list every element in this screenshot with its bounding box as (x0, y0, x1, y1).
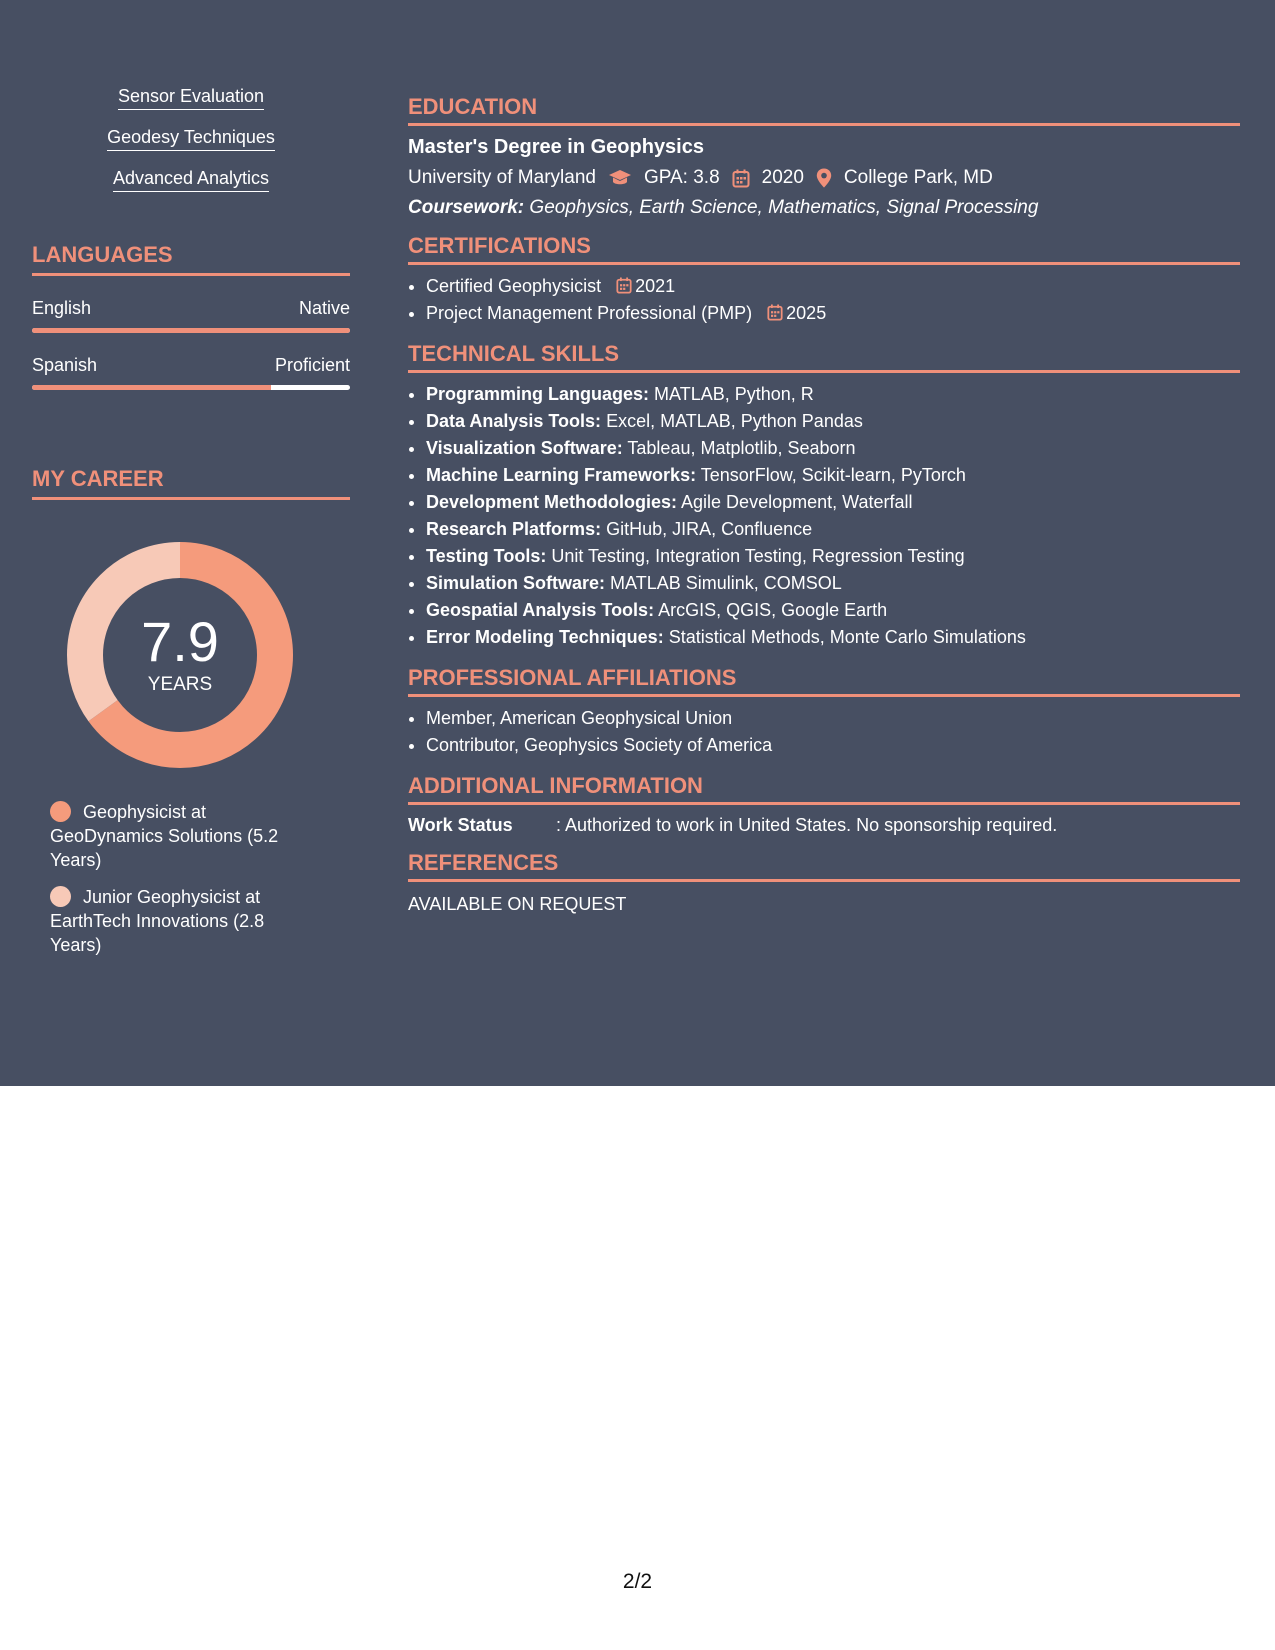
certification-name: Project Management Professional (PMP) (426, 303, 753, 323)
legend-dot (50, 801, 71, 822)
skill-tag: Advanced Analytics (113, 168, 269, 192)
education-degree: Master's Degree in Geophysics (408, 136, 704, 158)
skill-tag: Geodesy Techniques (107, 127, 275, 151)
list-item (426, 300, 1240, 327)
list-item (426, 408, 1240, 435)
certification-year: 2025 (786, 303, 827, 323)
education-location: College Park, MD (843, 167, 993, 188)
skill-label: Simulation Software: (426, 573, 606, 593)
language-english (32, 298, 350, 333)
affiliations-list (408, 705, 1240, 759)
skill-value: Unit Testing, Integration Testing, Regression Testing (551, 546, 965, 566)
work-status-value: : Authorized to work in United States. No sponsorship required. (556, 815, 1058, 835)
skill-label: Testing Tools: (426, 546, 547, 566)
list-item (426, 543, 1240, 570)
skill-value: GitHub, JIRA, Confluence (606, 519, 813, 539)
education-gpa: GPA: 3.8 (643, 167, 720, 188)
education-heading: EDUCATION (408, 94, 1240, 126)
calendar-icon (732, 169, 750, 188)
education-school: University of Maryland (408, 167, 596, 188)
skill-value: TensorFlow, Scikit-learn, PyTorch (700, 465, 966, 485)
calendar-icon (767, 304, 783, 321)
skill-tags (32, 86, 350, 192)
skill-value: Statistical Methods, Monte Carlo Simulations (668, 627, 1026, 647)
skill-tag: Sensor Evaluation (118, 86, 264, 110)
certifications-list (408, 273, 1240, 327)
list-item (426, 597, 1240, 624)
list-item (426, 570, 1240, 597)
legend-label: Geophysicist at GeoDynamics Solutions (5.2 Years) (50, 802, 279, 870)
legend-dot (50, 886, 71, 907)
certification-name: Certified Geophysicist (426, 276, 602, 296)
education-coursework (408, 197, 1240, 219)
references-heading: REFERENCES (408, 850, 1240, 882)
skill-label: Development Methodologies: (426, 492, 678, 512)
work-status-label: Work Status (408, 815, 513, 835)
skill-label: Data Analysis Tools: (426, 411, 602, 431)
coursework-label: Coursework: (408, 197, 525, 218)
language-bar-fill (32, 385, 271, 390)
skill-label: Visualization Software: (426, 438, 623, 458)
list-item (426, 435, 1240, 462)
graduation-cap-icon (608, 169, 632, 187)
legend-label: Junior Geophysicist at EarthTech Innovations (2.8 Years) (50, 887, 265, 955)
language-level: Native (298, 298, 350, 318)
list-item (426, 516, 1240, 543)
list-item (426, 462, 1240, 489)
sidebar (32, 86, 350, 970)
skill-label: Error Modeling Techniques: (426, 627, 664, 647)
list-item (426, 381, 1240, 408)
career-legend-item (50, 885, 310, 957)
list-item (426, 273, 1240, 300)
language-level: Proficient (274, 355, 350, 375)
list-item (426, 489, 1240, 516)
skill-value: Agile Development, Waterfall (681, 492, 913, 512)
skill-label: Geospatial Analysis Tools: (426, 600, 655, 620)
page-number: 2/2 (622, 1570, 653, 1593)
location-pin-icon (816, 168, 832, 188)
education-details (408, 167, 1240, 189)
affiliations-heading: PROFESSIONAL AFFILIATIONS (408, 665, 1240, 697)
career-donut (65, 540, 295, 770)
career-unit: YEARS (147, 674, 213, 695)
language-name: English (32, 298, 92, 318)
list-item: • Contributor, Geophysics Society of America (426, 732, 1240, 759)
list-item (426, 624, 1240, 651)
coursework-list: Geophysics, Earth Science, Mathematics, Signal Processing (529, 197, 1039, 218)
career-heading: MY CAREER (32, 466, 350, 500)
language-bar-fill (32, 328, 350, 333)
calendar-icon (616, 277, 632, 294)
list-item: • Member, American Geophysical Union (426, 705, 1240, 732)
references-text: AVAILABLE ON REQUEST (408, 894, 627, 914)
career-legend (50, 800, 310, 957)
skill-value: Excel, MATLAB, Python Pandas (606, 411, 863, 431)
career-total: 7.9 (141, 610, 219, 673)
skill-label: Machine Learning Frameworks: (426, 465, 697, 485)
language-spanish (32, 355, 350, 390)
education-year: 2020 (761, 167, 804, 188)
technical-skills-heading: TECHNICAL SKILLS (408, 341, 1240, 373)
language-name: Spanish (32, 355, 98, 375)
career-legend-item (50, 800, 310, 872)
technical-skills-list (408, 381, 1240, 651)
work-status-row (408, 815, 1240, 836)
skill-value: ArcGIS, QGIS, Google Earth (658, 600, 888, 620)
certifications-heading: CERTIFICATIONS (408, 233, 1240, 265)
skill-label: Research Platforms: (426, 519, 602, 539)
language-bar (32, 385, 350, 390)
certification-year: 2021 (635, 276, 676, 296)
additional-info-heading: ADDITIONAL INFORMATION (408, 773, 1240, 805)
skill-value: MATLAB Simulink, COMSOL (610, 573, 842, 593)
main-content (408, 94, 1240, 915)
language-bar (32, 328, 350, 333)
languages-heading: LANGUAGES (32, 242, 350, 276)
skill-label: Programming Languages: (426, 384, 650, 404)
skill-value: MATLAB, Python, R (654, 384, 814, 404)
skill-value: Tableau, Matplotlib, Seaborn (627, 438, 856, 458)
